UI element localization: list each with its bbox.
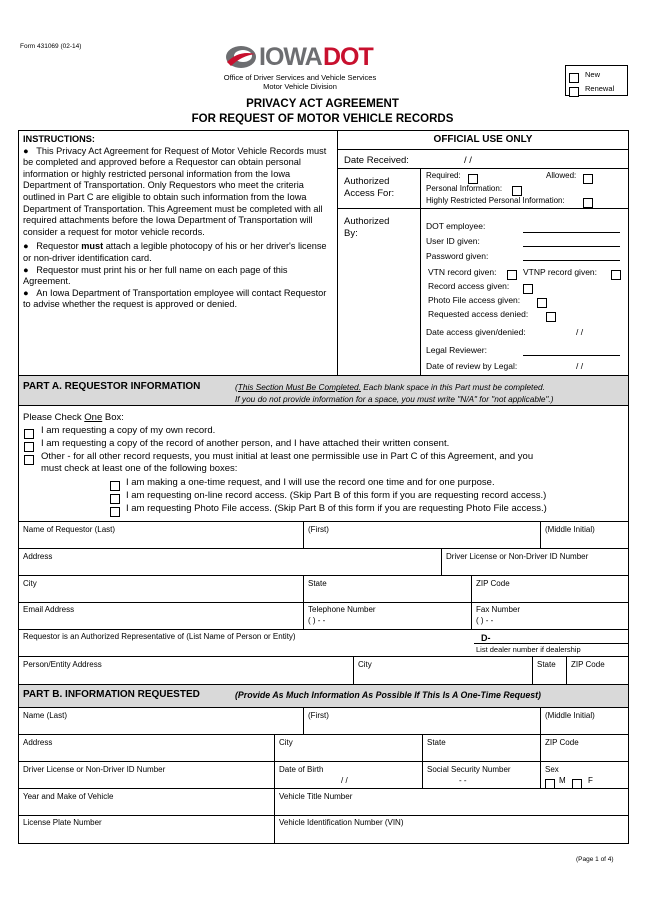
authorized-by-label-2: By: bbox=[344, 228, 358, 239]
subject-city-label: City bbox=[279, 738, 293, 747]
year-make-label: Year and Make of Vehicle bbox=[23, 792, 114, 801]
other-label-1: Other - for all other record requests, you must initial at least one permissible use in Part C of this Agreement, and you bbox=[41, 451, 534, 462]
subject-dl-label: Driver License or Non-Driver ID Number bbox=[23, 765, 166, 774]
part-b-title: PART B. INFORMATION REQUESTED bbox=[23, 689, 200, 700]
part-a-title: PART A. REQUESTOR INFORMATION bbox=[23, 381, 201, 392]
dealer-note: List dealer number if dealership bbox=[476, 645, 581, 654]
logo-text-iowa: IOWA bbox=[259, 43, 322, 71]
requestor-state-label: State bbox=[308, 579, 327, 588]
requestor-address-label: Address bbox=[23, 552, 53, 561]
legal-reviewer-label: Legal Reviewer: bbox=[426, 345, 487, 355]
new-label: New bbox=[585, 70, 601, 79]
password-label: Password given: bbox=[426, 251, 489, 261]
title-line-2: FOR REQUEST OF MOTOR VEHICLE RECORDS bbox=[191, 113, 454, 125]
part-a-note-2: If you do not provide information for a space, you must write "N/A" for "not applicable".) bbox=[235, 394, 554, 404]
requested-denied-label: Requested access denied: bbox=[428, 309, 529, 319]
entity-state-label: State bbox=[537, 660, 556, 669]
subject-dob-label: Date of Birth bbox=[279, 765, 324, 774]
instructions-p2: ● Requestor must attach a legible photocopy of his or her driver's license or non-driver identification card. bbox=[23, 241, 327, 263]
vin-label: Vehicle Identification Number (VIN) bbox=[279, 818, 404, 827]
record-access-checkbox[interactable] bbox=[523, 284, 533, 294]
subject-sex-label: Sex bbox=[545, 765, 559, 774]
vtn-checkbox[interactable] bbox=[507, 270, 517, 280]
vtnp-checkbox[interactable] bbox=[611, 270, 621, 280]
date-received-slashes: / / bbox=[464, 155, 472, 166]
entity-address-label: Person/Entity Address bbox=[23, 660, 102, 669]
photo-access-label: Photo File access given: bbox=[428, 295, 521, 305]
photo-access-checkbox[interactable] bbox=[537, 298, 547, 308]
required-label: Required: bbox=[426, 171, 461, 180]
requestor-city-label: City bbox=[23, 579, 37, 588]
logo-text-dot: DOT bbox=[323, 43, 373, 71]
page-number: (Page 1 of 4) bbox=[576, 856, 614, 863]
subject-dob-format: / / bbox=[341, 776, 348, 785]
authorized-access-label-2: Access For: bbox=[344, 188, 395, 199]
vtnp-label: VTNP record given: bbox=[523, 267, 598, 277]
date-access-label: Date access given/denied: bbox=[426, 327, 526, 337]
authorized-by-label-1: Authorized bbox=[344, 216, 390, 227]
requestor-dl-label: Driver License or Non-Driver ID Number bbox=[446, 552, 589, 561]
other-checkbox[interactable] bbox=[24, 455, 34, 465]
check-one-label: Please Check One Box: bbox=[23, 412, 124, 423]
sex-f-label: F bbox=[588, 776, 593, 785]
requestor-telephone-format: ( ) - - bbox=[308, 616, 326, 625]
personal-info-checkbox[interactable] bbox=[512, 186, 522, 196]
subject-address-label: Address bbox=[23, 738, 53, 747]
title-number-label: Vehicle Title Number bbox=[279, 792, 353, 801]
entity-city-label: City bbox=[358, 660, 372, 669]
subject-zip-label: ZIP Code bbox=[545, 738, 579, 747]
instructions bbox=[23, 134, 335, 311]
renewal-label: Renewal bbox=[585, 84, 615, 93]
requestor-name-last-label: Name of Requestor (Last) bbox=[23, 525, 116, 534]
requestor-first-label: (First) bbox=[308, 525, 329, 534]
subject-ssn-format: - - bbox=[459, 776, 467, 785]
date-review-slashes: / / bbox=[576, 361, 584, 371]
dot-employee-label: DOT employee: bbox=[426, 221, 486, 231]
requestor-fax-format: ( ) - - bbox=[476, 616, 494, 625]
subject-state-label: State bbox=[427, 738, 446, 747]
highly-restricted-label: Highly Restricted Personal Information: bbox=[426, 196, 565, 205]
subject-ssn-label: Social Security Number bbox=[427, 765, 511, 774]
logo-swoosh-icon bbox=[223, 44, 259, 70]
user-id-label: User ID given: bbox=[426, 236, 480, 246]
record-access-label: Record access given: bbox=[428, 281, 510, 291]
vtn-label: VTN record given: bbox=[428, 267, 497, 277]
authorized-access-label-1: Authorized bbox=[344, 176, 390, 187]
requestor-zip-label: ZIP Code bbox=[476, 579, 510, 588]
requested-denied-checkbox[interactable] bbox=[546, 312, 556, 322]
iowa-dot-logo bbox=[223, 44, 423, 72]
instructions-p1: ● This Privacy Act Agreement for Request of Motor Vehicle Records must be completed and approved before a Requestor can obtain personal information or highly restricted personal information from the Iowa Department of Transportation. Only Requestors who meet the criteria outlined in Part C are eligible to obtain such information from the Iowa Department of Transportation. This Agreement must be completed with all required attachments before the Iowa Department of Transportation will consider a request for motor vehicle records. bbox=[23, 145, 327, 237]
sex-m-label: M bbox=[559, 776, 566, 785]
requestor-telephone-label: Telephone Number bbox=[308, 605, 376, 614]
requestor-email-label: Email Address bbox=[23, 605, 75, 614]
personal-info-label: Personal Information: bbox=[426, 184, 503, 193]
date-review-label: Date of review by Legal: bbox=[426, 361, 518, 371]
own-record-label: I am requesting a copy of my own record. bbox=[41, 425, 216, 436]
instructions-p3: ● Requestor must print his or her full name on each page of this Agreement. bbox=[23, 264, 288, 287]
instructions-heading: INSTRUCTIONS: bbox=[23, 134, 95, 144]
online-access-label: I am requesting on-line record access. (Skip Part B of this form if you are requesting record access.) bbox=[126, 490, 547, 501]
title-line-1: PRIVACY ACT AGREEMENT bbox=[246, 98, 399, 110]
allowed-label: Allowed: bbox=[546, 171, 577, 180]
renewal-checkbox[interactable] bbox=[569, 87, 579, 97]
photo-file-label: I am requesting Photo File access. (Skip Part B of this form if you are requesting Photo File access.) bbox=[126, 503, 547, 514]
entity-zip-label: ZIP Code bbox=[571, 660, 605, 669]
part-a-note-1: (This Section Must Be Completed. Each blank space in this Part must be completed. bbox=[235, 382, 545, 392]
form-number: Form 431069 (02-14) bbox=[20, 43, 82, 50]
subject-first-label: (First) bbox=[308, 711, 329, 720]
highly-restricted-checkbox[interactable] bbox=[583, 198, 593, 208]
subject-name-last-label: Name (Last) bbox=[23, 711, 68, 720]
office-line-1: Office of Driver Services and Vehicle Services bbox=[223, 73, 377, 82]
subject-middle-label: (Middle Initial) bbox=[545, 711, 595, 720]
official-use-heading: OFFICIAL USE ONLY bbox=[433, 134, 533, 145]
another-person-label: I am requesting a copy of the record of another person, and I have attached their written consent. bbox=[41, 438, 450, 449]
required-checkbox[interactable] bbox=[468, 174, 478, 184]
instructions-p4: ● An Iowa Department of Transportation employee will contact Requestor to advise whether the request is approved or denied. bbox=[23, 287, 327, 310]
office-line-2: Motor Vehicle Division bbox=[263, 82, 337, 91]
new-renewal-box bbox=[565, 65, 628, 96]
other-label-2: must check at least one of the following boxes: bbox=[41, 463, 238, 474]
allowed-checkbox[interactable] bbox=[583, 174, 593, 184]
one-time-label: I am making a one-time request, and I will use the record one time and for one purpose. bbox=[126, 477, 495, 488]
authorized-rep-label: Requestor is an Authorized Representative of (List Name of Person or Entity) bbox=[23, 632, 296, 641]
plate-label: License Plate Number bbox=[23, 818, 102, 827]
date-received-label: Date Received: bbox=[344, 155, 409, 166]
photo-file-checkbox[interactable] bbox=[110, 507, 120, 517]
dealer-prefix: D- bbox=[481, 633, 491, 643]
requestor-fax-label: Fax Number bbox=[476, 605, 521, 614]
new-checkbox[interactable] bbox=[569, 73, 579, 83]
date-access-slashes: / / bbox=[576, 327, 584, 337]
requestor-middle-label: (Middle Initial) bbox=[545, 525, 595, 534]
part-b-note: (Provide As Much Information As Possible If This Is A One-Time Request) bbox=[235, 690, 541, 700]
